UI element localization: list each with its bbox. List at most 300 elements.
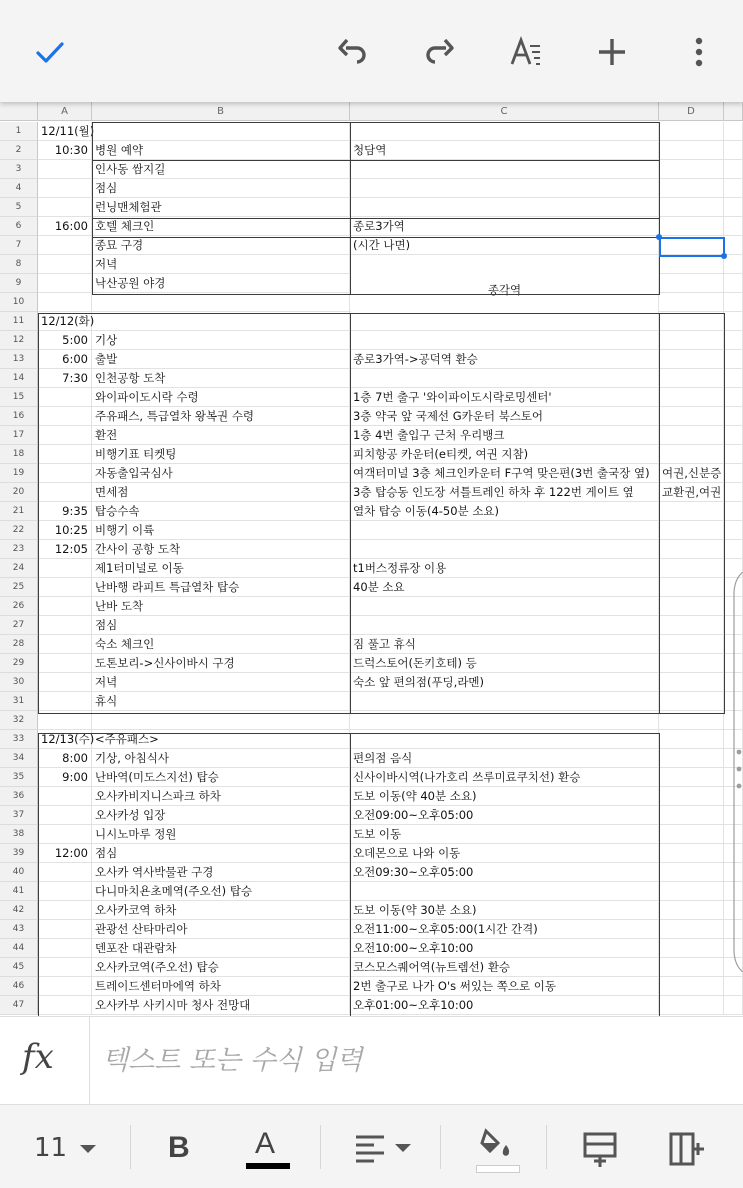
cell-c[interactable]: 1층 4번 출입구 근처 우리뱅크 [350,426,659,445]
fill-color-swatch [476,1165,520,1173]
cell-a[interactable] [38,274,92,293]
confirm-check-icon[interactable] [22,24,78,80]
cell-d[interactable] [659,407,724,426]
cell-e[interactable] [724,198,743,217]
cell-a[interactable] [38,635,92,654]
cell-d[interactable] [659,122,724,141]
cell-a[interactable]: 7:30 [38,369,92,388]
row-header[interactable]: 35 [0,768,38,787]
cell-e[interactable] [724,236,743,255]
cell-c[interactable]: 종로3가역 [350,217,659,236]
cell-a[interactable] [38,464,92,483]
cell-d[interactable] [659,958,724,977]
align-left-icon [354,1133,386,1163]
cell-d[interactable] [659,217,724,236]
row-header[interactable]: 38 [0,825,38,844]
cell-e[interactable] [724,369,743,388]
row-header[interactable]: 33 [0,730,38,749]
cell-c[interactable]: t1버스정류장 이용 [350,559,659,578]
cell-a[interactable] [38,901,92,920]
cell-c[interactable]: 도보 이동 [350,825,659,844]
scrollbar[interactable] [731,572,743,972]
cell-a[interactable]: 5:00 [38,331,92,350]
cell-b[interactable]: 니시노마루 정원 [92,825,350,844]
row-header[interactable]: 22 [0,521,38,540]
cell-a[interactable] [38,445,92,464]
cell-a[interactable] [38,179,92,198]
cell-b[interactable]: 오사카비지니스파크 하차 [92,787,350,806]
cell-d[interactable] [659,692,724,711]
cell-a[interactable] [38,958,92,977]
cell-c[interactable]: 신사이바시역(나가호리 쓰루미료쿠치선) 환승 [350,768,659,787]
row-header[interactable]: 10 [0,293,38,312]
cell-b[interactable]: 와이파이도시락 수령 [92,388,350,407]
cell-a[interactable] [38,977,92,996]
cell-b[interactable]: 저녁 [92,673,350,692]
cell-b[interactable]: 자동출입국심사 [92,464,350,483]
cell-e[interactable] [724,464,743,483]
cell-a[interactable] [38,996,92,1015]
formula-bar [0,1016,743,1105]
bold-icon: B [168,1131,190,1164]
cell-e[interactable] [724,217,743,236]
cell-d[interactable] [659,673,724,692]
cell-e[interactable] [724,312,743,331]
cell-c[interactable] [350,616,659,635]
cell-a[interactable] [38,255,92,274]
cell-b[interactable]: 비행기표 티켓팅 [92,445,350,464]
cell-a[interactable]: 12:05 [38,540,92,559]
cell-a[interactable]: 12:00 [38,844,92,863]
cell-c[interactable]: 청담역 [350,141,659,160]
cell-d[interactable] [659,141,724,160]
cell-d[interactable] [659,654,724,673]
cell-d[interactable] [659,749,724,768]
row-header[interactable]: 18 [0,445,38,464]
row-header[interactable]: 30 [0,673,38,692]
cell-b[interactable]: 오사카부 사키시마 청사 전망대 [92,996,350,1015]
cell-d[interactable] [659,293,724,312]
cell-d[interactable] [659,825,724,844]
cell-b[interactable]: 인천공항 도착 [92,369,350,388]
cell-d[interactable] [659,920,724,939]
cell-a[interactable] [38,198,92,217]
format-toolbar [0,1104,743,1188]
cell-d[interactable] [659,616,724,635]
row-header[interactable]: 27 [0,616,38,635]
cell-a[interactable] [38,160,92,179]
cell-c[interactable]: 1층 7번 출구 '와이파이도시락로밍센터' [350,388,659,407]
cell-b[interactable]: 병원 예약 [92,141,350,160]
cell-a[interactable] [38,920,92,939]
cell-c[interactable] [350,179,659,198]
cell-d[interactable] [659,388,724,407]
cell-e[interactable] [724,331,743,350]
cell-d[interactable] [659,787,724,806]
cell-c[interactable]: 도보 이동(약 40분 소요) [350,787,659,806]
cell-d[interactable] [659,255,724,274]
cell-b[interactable]: 오사카 역사박물관 구경 [92,863,350,882]
cell-a[interactable] [38,407,92,426]
cell-a[interactable] [38,692,92,711]
cell-b[interactable]: 덴포잔 대관람차 [92,939,350,958]
cell-b[interactable]: 제1터미널로 이동 [92,559,350,578]
insert-row-icon [582,1131,620,1169]
cell-e[interactable] [724,996,743,1015]
cell-c[interactable]: 오전09:00~오후05:00 [350,806,659,825]
cell-d[interactable] [659,578,724,597]
cell-d[interactable] [659,350,724,369]
cell-b[interactable]: 출발 [92,350,350,369]
cell-b[interactable]: 숙소 체크인 [92,635,350,654]
cell-b[interactable]: 면세점 [92,483,350,502]
cell-d[interactable] [659,863,724,882]
cell-b[interactable]: 종묘 구경 [92,236,350,255]
divider [440,1125,441,1169]
cell-a[interactable] [38,426,92,445]
cell-c[interactable] [350,692,659,711]
cell-e[interactable] [724,179,743,198]
cell-d[interactable] [659,521,724,540]
cell-d[interactable] [659,901,724,920]
cell-c[interactable]: 여객터미널 3층 체크인카운터 F구역 맞은편(3번 출국장 옆) [350,464,659,483]
cell-d[interactable] [659,977,724,996]
cell-e[interactable] [724,122,743,141]
cell-a[interactable]: 9:00 [38,768,92,787]
row-header[interactable]: 44 [0,939,38,958]
row-header[interactable]: 36 [0,787,38,806]
cell-a[interactable] [38,787,92,806]
row-header[interactable]: 23 [0,540,38,559]
row-header[interactable]: 16 [0,407,38,426]
formula-input[interactable] [100,1037,724,1083]
cell-b[interactable]: 호텔 체크인 [92,217,350,236]
cell-e[interactable] [724,293,743,312]
selection-handle[interactable] [656,234,662,240]
cell-b[interactable]: 저녁 [92,255,350,274]
text-color-icon: A [255,1127,276,1160]
cell-b[interactable]: 오사카코역(주오선) 탑승 [92,958,350,977]
cell-e[interactable] [724,350,743,369]
bold-button[interactable] [160,1123,204,1171]
row-header[interactable]: 17 [0,426,38,445]
cell-a[interactable] [38,597,92,616]
column-header-e[interactable] [724,102,743,121]
cell-a[interactable] [38,806,92,825]
fill-color-button[interactable] [472,1123,522,1171]
function-fx-icon[interactable]: fx [22,1037,54,1077]
row-header[interactable]: 28 [0,635,38,654]
cell-e[interactable] [724,388,743,407]
cell-a[interactable]: 6:00 [38,350,92,369]
cell-a[interactable] [38,559,92,578]
row-header[interactable]: 37 [0,806,38,825]
cell-a[interactable]: 10:25 [38,521,92,540]
cell-d[interactable] [659,939,724,958]
cell-a[interactable] [38,236,92,255]
cell-e[interactable] [724,977,743,996]
cell-b[interactable]: 간사이 공항 도착 [92,540,350,559]
redo-icon[interactable] [411,24,467,80]
border-line [350,313,351,714]
cell-b[interactable]: 인사동 쌈지길 [92,160,350,179]
cell-b[interactable]: 트레이드센터마에역 하차 [92,977,350,996]
insert-row-button[interactable] [580,1123,624,1171]
cell-a[interactable]: 12/12(화) [38,312,92,331]
row-header[interactable]: 3 [0,160,38,179]
cell-b[interactable]: 런닝맨체험관 [92,198,350,217]
cell-a[interactable] [38,939,92,958]
cell-a[interactable]: 16:00 [38,217,92,236]
cell-d[interactable] [659,540,724,559]
row-header[interactable]: 32 [0,711,38,730]
cell-c[interactable]: 숙소 앞 편의점(푸딩,라멘) [350,673,659,692]
row-header[interactable]: 24 [0,559,38,578]
cell-b[interactable]: 휴식 [92,692,350,711]
cell-c[interactable]: 피치항공 카운터(e티켓, 여권 지참) [350,445,659,464]
border-line [350,733,351,1016]
cell-d[interactable] [659,882,724,901]
cell-a[interactable] [38,882,92,901]
cell-b[interactable]: 주유패스, 특급열차 왕복권 수령 [92,407,350,426]
undo-icon[interactable] [325,24,381,80]
row-header[interactable]: 15 [0,388,38,407]
cell-d[interactable] [659,844,724,863]
row-header[interactable]: 43 [0,920,38,939]
select-all-corner[interactable] [0,102,38,121]
cell-d[interactable] [659,768,724,787]
cell-b[interactable]: 환전 [92,426,350,445]
cell-a[interactable] [38,483,92,502]
cell-b[interactable]: 난바역(미도스지선) 탑승 [92,768,350,787]
font-size-value: 11 [34,1133,68,1163]
cell-b[interactable]: 기상, 아침식사 [92,749,350,768]
cell-b[interactable]: 점심 [92,179,350,198]
cell-c[interactable]: 3층 약국 앞 국제선 G카운터 북스토어 [350,407,659,426]
cell-b[interactable]: 점심 [92,616,350,635]
text-format-icon[interactable] [498,24,554,80]
cell-d[interactable] [659,312,724,331]
divider [89,1017,90,1105]
cell-b[interactable] [92,312,350,331]
row-header[interactable]: 13 [0,350,38,369]
cell-b[interactable]: 탑승수속 [92,502,350,521]
row-header[interactable]: 21 [0,502,38,521]
cell-d[interactable] [659,445,724,464]
cell-b[interactable]: 도톤보리->신사이바시 구경 [92,654,350,673]
cell-a[interactable] [38,825,92,844]
row-header[interactable]: 5 [0,198,38,217]
cell-c[interactable] [350,597,659,616]
row-header[interactable]: 11 [0,312,38,331]
cell-c[interactable]: 오후01:00~오후10:00 [350,996,659,1015]
spreadsheet-grid[interactable] [0,102,743,1016]
cell-d[interactable] [659,160,724,179]
row-header[interactable]: 9 [0,274,38,293]
row-header[interactable]: 39 [0,844,38,863]
row-header[interactable]: 40 [0,863,38,882]
cell-c[interactable] [350,540,659,559]
cell-c[interactable] [350,730,659,749]
cell-c[interactable]: 코스모스퀘어역(뉴트렘선) 환승 [350,958,659,977]
cell-c[interactable]: 드럭스토어(돈키호테) 등 [350,654,659,673]
cell-e[interactable] [724,540,743,559]
cell-d[interactable] [659,996,724,1015]
cell-c[interactable]: 3층 탑승동 인도장 셔틀트레인 하차 후 122번 게이트 옆 [350,483,659,502]
row-header[interactable]: 41 [0,882,38,901]
row-header[interactable]: 2 [0,141,38,160]
row-header[interactable]: 20 [0,483,38,502]
cell-b[interactable]: <주유패스> [92,730,350,749]
cell-c[interactable] [350,711,659,730]
cell-c[interactable]: (시간 나면) [350,236,659,255]
cell-b[interactable]: 비행기 이륙 [92,521,350,540]
row-header[interactable]: 45 [0,958,38,977]
cell-d[interactable] [659,179,724,198]
cell-b[interactable]: 다니마치욘초메역(주오선) 탑승 [92,882,350,901]
cell-d[interactable] [659,331,724,350]
font-size-selector[interactable] [34,1123,106,1171]
row-header[interactable]: 12 [0,331,38,350]
row-header[interactable]: 47 [0,996,38,1015]
cell-a[interactable] [38,388,92,407]
insert-column-button[interactable] [666,1123,710,1171]
cell-d[interactable] [659,502,724,521]
cell-d[interactable] [659,806,724,825]
row-header[interactable]: 29 [0,654,38,673]
row-header[interactable]: 19 [0,464,38,483]
cell-c[interactable] [350,331,659,350]
cell-e[interactable] [724,502,743,521]
row-header[interactable]: 34 [0,749,38,768]
align-button[interactable] [350,1123,416,1171]
cell-a[interactable] [38,293,92,312]
row-header[interactable]: 4 [0,179,38,198]
cell-c[interactable]: 2번 출구로 나가 O's 써있는 쪽으로 이동 [350,977,659,996]
cell-b[interactable]: 난바행 라피트 특급열차 탑승 [92,578,350,597]
insert-plus-icon[interactable] [584,24,640,80]
cell-b[interactable]: 오사카코역 하차 [92,901,350,920]
selected-cell-d7[interactable] [659,237,725,257]
row-header[interactable]: 25 [0,578,38,597]
border-line [92,237,660,238]
cell-e[interactable] [724,274,743,293]
cell-e[interactable] [724,160,743,179]
cell-b[interactable] [92,711,350,730]
cell-c[interactable]: 도보 이동(약 30분 소요) [350,901,659,920]
column-header-b[interactable]: B [92,102,350,121]
border-line [350,122,351,295]
row-header[interactable]: 7 [0,236,38,255]
cell-b[interactable]: 난바 도착 [92,597,350,616]
cell-c[interactable]: 오전10:00~오후10:00 [350,939,659,958]
cell-c[interactable]: 편의점 음식 [350,749,659,768]
merged-cell-c3[interactable]: 종각역 [351,262,658,318]
cell-d[interactable] [659,369,724,388]
cell-c[interactable] [350,521,659,540]
cell-e[interactable] [724,445,743,464]
cell-c[interactable] [350,369,659,388]
cell-a[interactable]: 12/13(수) [38,730,92,749]
cell-c[interactable] [350,882,659,901]
cell-c[interactable] [350,122,659,141]
row-header[interactable]: 26 [0,597,38,616]
row-header[interactable]: 46 [0,977,38,996]
cell-b[interactable]: 관광선 산타마리아 [92,920,350,939]
cell-a[interactable] [38,711,92,730]
row-header[interactable]: 31 [0,692,38,711]
row-header[interactable]: 6 [0,217,38,236]
cell-c[interactable]: 종로3가역->공덕역 환승 [350,350,659,369]
row-header[interactable]: 1 [0,122,38,141]
more-vert-icon[interactable] [671,24,727,80]
cell-d[interactable]: 여권,신분증 [659,464,724,483]
cell-c[interactable]: 오데몬으로 나와 이동 [350,844,659,863]
row-header[interactable]: 14 [0,369,38,388]
top-toolbar [0,0,743,102]
cell-e[interactable] [724,255,743,274]
row-header[interactable]: 42 [0,901,38,920]
column-header-d[interactable]: D [659,102,724,121]
cell-d[interactable]: 교환권,여권 [659,483,724,502]
cell-a[interactable] [38,863,92,882]
cell-d[interactable] [659,711,724,730]
cell-a[interactable] [38,616,92,635]
cell-a[interactable] [38,578,92,597]
column-header-a[interactable]: A [38,102,92,121]
cell-a[interactable] [38,654,92,673]
cell-d[interactable] [659,597,724,616]
cell-c[interactable]: 열차 탑승 이동(4-50분 소요) [350,502,659,521]
cell-a[interactable] [38,673,92,692]
text-color-button[interactable] [243,1123,293,1171]
cell-d[interactable] [659,730,724,749]
cell-b[interactable]: 낙산공원 야경 [92,274,350,293]
cell-c[interactable]: 오전09:30~오후05:00 [350,863,659,882]
cell-d[interactable] [659,635,724,654]
border-line [92,218,660,219]
cell-e[interactable] [724,483,743,502]
cell-d[interactable] [659,274,724,293]
cell-d[interactable] [659,559,724,578]
dropdown-arrow-icon [78,1143,98,1155]
fill-color-icon [478,1127,518,1161]
selection-handle[interactable] [721,253,727,259]
cell-a[interactable]: 10:30 [38,141,92,160]
row-header[interactable]: 8 [0,255,38,274]
cell-e[interactable] [724,521,743,540]
cell-d[interactable] [659,198,724,217]
cell-a[interactable]: 9:35 [38,502,92,521]
cell-b[interactable] [92,122,350,141]
cell-d[interactable] [659,426,724,445]
cell-e[interactable] [724,141,743,160]
cell-a[interactable]: 8:00 [38,749,92,768]
cell-b[interactable]: 점심 [92,844,350,863]
cell-c[interactable] [350,160,659,179]
cell-c[interactable] [350,198,659,217]
cell-e[interactable] [724,407,743,426]
cell-c[interactable]: 짐 풀고 휴식 [350,635,659,654]
cell-b[interactable]: 오사카성 입장 [92,806,350,825]
cell-b[interactable]: 기상 [92,331,350,350]
cell-e[interactable] [724,426,743,445]
cell-a[interactable]: 12/11(월) [38,122,92,141]
cell-b[interactable] [92,293,350,312]
column-header-c[interactable]: C [350,102,659,121]
cell-c[interactable]: 40분 소요 [350,578,659,597]
cell-c[interactable]: 오전11:00~오후05:00(1시간 간격) [350,920,659,939]
